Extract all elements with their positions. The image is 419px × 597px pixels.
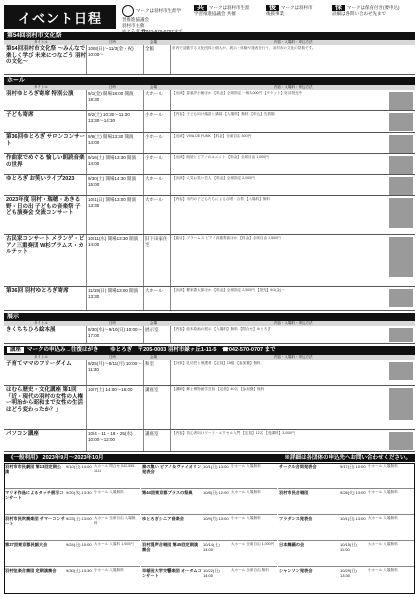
org-note-3: 後 マークは羽村市 後援事業	[266, 4, 313, 17]
table-row: 第36回ゆとろぎ サロンコンサート 9/9(土) 開場13:30 開演14:00 小ホール 【出演】VIVA DE FUNK 【料金】全席自由 500円	[4, 133, 415, 154]
list-item: 日本舞踊の会 10/15(日) 11:00 大ホール 入場無料	[278, 541, 414, 567]
event-photo	[389, 362, 413, 380]
list-item: 羽村市民吹奏楽団 サマーコンサート 9/23(土) 13:00 大ホール 全席自由 入場無料	[4, 515, 140, 541]
list-item: 羽村市民合唱団 9/26(火) 13:00 小ホール 入場無料	[278, 489, 414, 515]
yutorogi-logo-icon	[122, 5, 134, 17]
section-bunkasai: 第54回羽村市文化祭	[4, 32, 415, 40]
event-photo	[389, 113, 413, 131]
koen-badge: 後	[266, 5, 279, 11]
event-schedule-page	[4, 3, 415, 594]
list-item: 早稲田大学交響楽団 オータムコンサート 10/22(日) 14:00 大ホール 全席自由 無料	[141, 567, 277, 594]
section-hall: ホール	[4, 77, 415, 85]
list-item: 第27回東京都民謡大会 9/24(日) 10:00 大ホール 入場料 1,000円	[4, 541, 140, 567]
table-row: 第36回 羽村ゆとろぎ寄席 11/19(日) 開場13:00 開演13:30 大ホール 【出演】柳家喬太郎ほか 【料金】全席指定 2,500円 【発売】9/1(金)〜	[4, 287, 415, 311]
kouza-label: 講座	[7, 347, 24, 353]
page-title: イベント日程	[4, 5, 116, 29]
event-photo	[389, 328, 413, 342]
table-row: ゆとろぎ お笑いライブ2023 9/30(土) 開場14:30 開演15:00 大ホール 【出演】人気お笑い芸人 【料金】全席指定 2,000円	[4, 175, 415, 196]
org-note-1: マークは羽村市生涯学習推進協議会 羽村市主催	[122, 5, 184, 35]
event-photo	[389, 177, 413, 195]
event-photo	[389, 289, 413, 307]
column-header: タイトル 日時 会場 内容・入場料・申込方法	[4, 85, 415, 90]
list-item: 第44回東京都ブラスの祭典 10/8(日) 12:00 大ホール 入場無料	[141, 489, 277, 515]
list-item: ゆとろぎシニア音楽会 10/9(月) 13:00 小ホール 入場無料	[141, 515, 277, 541]
table-row: はむら歴史・文化講座 第1回 「近・現代の羽村の女性の人権ー明治から昭和まで女性の生活はどう変わったか？」 10/7(土) 14:00〜16:00 講座室 【講師】郷土博物館学芸員 【定員】40名 【参加費】無料	[4, 386, 415, 430]
list-item: マリオ作品によるタッチ展示コンサート 9/20(水) 13:30 小ホール 入場無料	[4, 489, 140, 515]
org-note-2: 共 マークは羽村市生涯 学習推進協議会 共催	[194, 4, 250, 17]
table-row: 作曲家でめぐる 愉しい朗読音楽の世界 9/16(土) 開場13:30 開演14:00 小ホール 【出演】朗読とピアノのユニット 【料金】全席自由 1,000円	[4, 154, 415, 175]
hoiku-badge: 保	[332, 5, 345, 11]
event-photo	[389, 135, 413, 153]
event-photo	[389, 388, 413, 420]
column-header: タイトル 日時 会場 内容・入場料・申込方法	[4, 355, 415, 360]
list-item: フラダンス発表会 10/1(日) 13:00 大ホール 入場無料	[278, 515, 414, 541]
table-row: 2023年度 羽村・瑞穂・あきる野・日の出 子どもの音楽祭 子ども演奏会 交流コンサート 10/1(日) 開場13:00 開演13:30 大ホール 【内容】市内の子どもたちによる合唱・合奏 【入場料】無料	[4, 196, 415, 235]
column-header: タイトル 日時 会場 内容・入場料・申込方法	[4, 40, 415, 45]
list-item: 羽村市市民劇団 第13回定期公演 9/10(日) 14:00 大ホール 問合せ 042-555-1111	[4, 463, 140, 489]
list-item: 奏の集い ピアノ＆ヴァイオリン 発表会 10/1(日) 13:00 小ホール 入場無料	[141, 463, 277, 489]
table-row: 古民家コンサート メランゲ・ピアノ三重奏団 W杉ブラムス・カルテット 10/11(水) 開場13:30 開演14:00 旧下田家住宅 【曲目】ブラームス ピアノ四重奏曲ほか 【料金】全席自由 1,500円	[4, 235, 415, 287]
application-bar: 講座 マークの申込み→往復はがき ゆとろぎ 〒205-0003 羽村市緑ヶ丘1-11-5 ☎042-570-0707 まで	[4, 346, 415, 355]
event-photo	[389, 198, 413, 228]
list-item: 羽村混声合唱団 第45回定期演奏会 10/14(土) 14:00 大ホール 全席自由 1,000円	[141, 541, 277, 567]
table-row: 子育てママのフリーダイム 9/25(月)〜9/11(月) 10:00〜11:30 和室 【対象】乳幼児と保護者 【定員】15組 【参加費】無料	[4, 360, 415, 386]
list-item: シャンソン発表会 10/29(日) 13:30 小ホール 入場無料	[278, 567, 414, 594]
event-photo	[389, 92, 413, 110]
list-item: 羽村弦楽合奏団 定期演奏会 9/30(土) 13:30 小ホール 入場無料	[4, 567, 140, 594]
event-photo	[389, 156, 413, 174]
event-photo	[389, 432, 413, 450]
table-row: 羽村ゆとろぎ寄席 特別公演 9/1(金) 開場18:00 開演18:30 大ホール 【出演】春風亭小朝ほか 【料金】全席指定 一般3,000円 【チケット】好評発売中	[4, 90, 415, 111]
table-row: パソコン講座 10/4・11・18・25(水) 10:00〜12:00 講座室 【内容】初心者向けワード・エクセル入門 【定員】12名 【受講料】3,000円	[4, 430, 415, 452]
section-general: 《一般利用》 2023年9月〜2023年10月 ※詳細は各団体の申込先へお問い合わせください。	[4, 454, 415, 462]
table-row: 第54回羽村市文化祭 〜みんなで 楽しく学び 未来につなごう 羽村の文化〜 10/8(日)〜11/3(金・祝) 10:00〜 全館 市内で活動する文化団体と個人が、展示・体験や発表を行う、羽村市の文化の祭典です。	[4, 45, 415, 75]
column-header: タイトル 日時 会場 内容・入場料・申込方法	[4, 321, 415, 326]
table-row: 子ども寄席 9/2(土) 10:30〜11:30 13:30〜14:30 小ホール 【内容】子ども向け落語と講談 【入場料】無料 【申込】先着順	[4, 111, 415, 133]
list-item: サークル合同発表会 9/17(日) 10:00 小ホール 入場無料	[278, 463, 414, 489]
org-note-4: 保 マークは保育付き(要申込) 詳細は各問い合わせ先まで	[332, 4, 400, 17]
kyosai-badge: 共	[194, 5, 207, 11]
section-tenji: 展示	[4, 313, 415, 321]
table-row: きくちちひろ絵本展 8/30(水)〜9/10(日) 10:00〜17:00 展示室 【内容】絵本原画の展示 【入場料】無料 【問合せ】ゆとろぎ	[4, 326, 415, 344]
event-photo	[389, 237, 413, 277]
header	[4, 3, 415, 33]
general-frame	[4, 463, 415, 594]
